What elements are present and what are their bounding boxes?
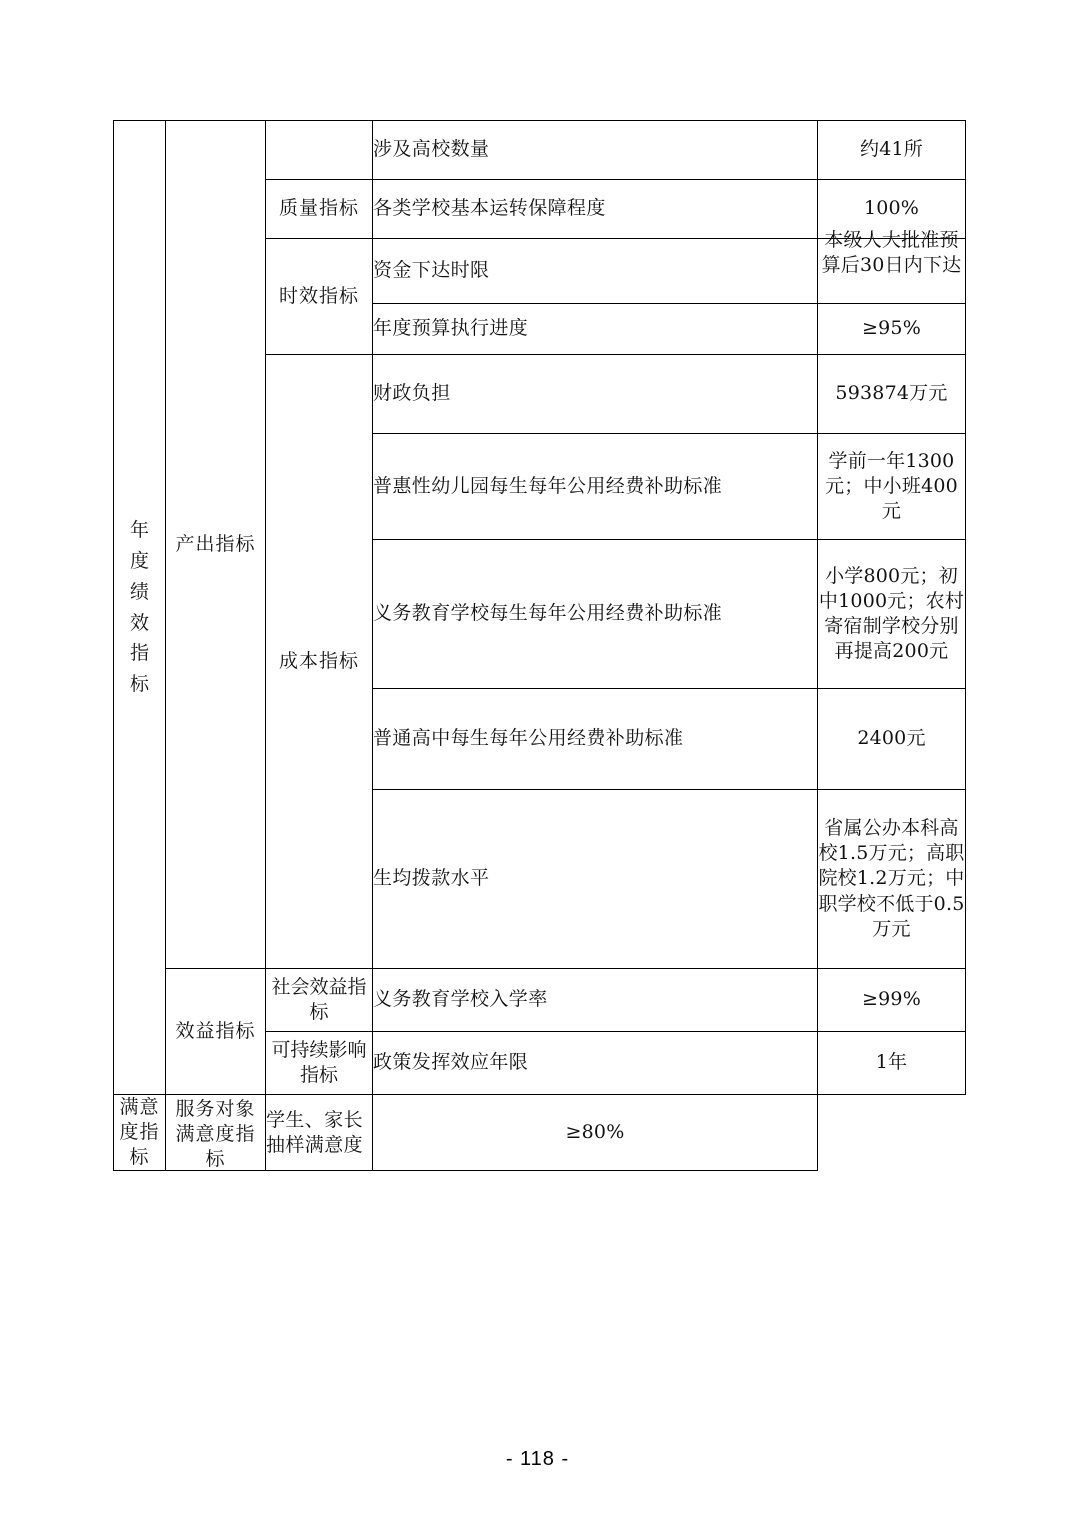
tier1-char: 标 xyxy=(129,673,149,696)
indicator-name: 普惠性幼儿园每生每年公用经费补助标准 xyxy=(373,434,818,540)
page-number: - 118 - xyxy=(505,1448,570,1470)
tier3-label-timeliness: 时效指标 xyxy=(266,239,373,355)
indicator-name: 资金下达时限 xyxy=(373,239,818,304)
tier1-char: 度 xyxy=(129,549,149,572)
annual-performance-indicator-table xyxy=(113,120,966,1171)
indicator-value: ≥80% xyxy=(373,1095,818,1171)
indicator-name: 义务教育学校入学率 xyxy=(373,969,818,1032)
tier1-char: 指 xyxy=(129,642,149,665)
indicator-name: 年度预算执行进度 xyxy=(373,304,818,355)
indicator-name: 政策发挥效应年限 xyxy=(373,1032,818,1095)
tier1-label-cell xyxy=(114,121,166,1095)
indicator-name: 普通高中每生每年公用经费补助标准 xyxy=(373,689,818,790)
indicator-value: ≥95% xyxy=(818,304,966,355)
table-row xyxy=(114,969,966,1032)
indicator-name: 学生、家长抽样满意度 xyxy=(266,1095,373,1171)
tier3-label-sustainable-impact: 可持续影响指标 xyxy=(266,1032,373,1095)
tier3-label-service-target-satisfaction: 服务对象满意度指标 xyxy=(175,1098,256,1171)
tier2-label-benefit-indicator: 效益指标 xyxy=(166,969,266,1095)
indicator-value: ≥99% xyxy=(818,969,966,1032)
tier3-label-social-benefit: 社会效益指标 xyxy=(266,969,373,1032)
indicator-name: 生均拨款水平 xyxy=(373,790,818,969)
table-row xyxy=(114,121,966,180)
tier3-label-quality: 质量指标 xyxy=(266,180,373,239)
tier1-char: 绩 xyxy=(129,580,149,603)
indicator-name: 义务教育学校每生每年公用经费补助标准 xyxy=(373,540,818,689)
indicator-value: 学前一年1300元；中小班400元 xyxy=(818,434,966,540)
indicator-value: 2400元 xyxy=(818,689,966,790)
indicator-value: 小学800元；初中1000元；农村寄宿制学校分别再提高200元 xyxy=(818,540,966,689)
indicator-value: 100% xyxy=(818,180,966,239)
indicator-value: 约41所 xyxy=(818,121,966,180)
tier1-char: 年 xyxy=(129,519,149,542)
tier3-label-cost: 成本指标 xyxy=(266,355,373,969)
tier1-char: 效 xyxy=(129,611,149,634)
indicator-value: 593874万元 xyxy=(818,355,966,434)
indicator-name: 各类学校基本运转保障程度 xyxy=(373,180,818,239)
indicator-value: 省属公办本科高校1.5万元；高职院校1.2万元；中职学校不低于0.5万元 xyxy=(818,790,966,969)
table-row xyxy=(114,1095,966,1171)
indicator-value-cell xyxy=(818,229,966,304)
indicator-name: 涉及高校数量 xyxy=(373,121,818,180)
indicator-value: 1年 xyxy=(818,1032,966,1095)
indicator-value: 本级人大批准预算后30日内下达 xyxy=(821,229,962,277)
tier3-label-empty xyxy=(266,121,373,180)
tier2-label-satisfaction-indicator: 满意度指标 xyxy=(114,1095,166,1171)
tier3-label-service-target-satisfaction-cell xyxy=(166,1095,266,1171)
tier2-label-output-indicator: 产出指标 xyxy=(166,121,266,969)
indicator-name: 财政负担 xyxy=(373,355,818,434)
